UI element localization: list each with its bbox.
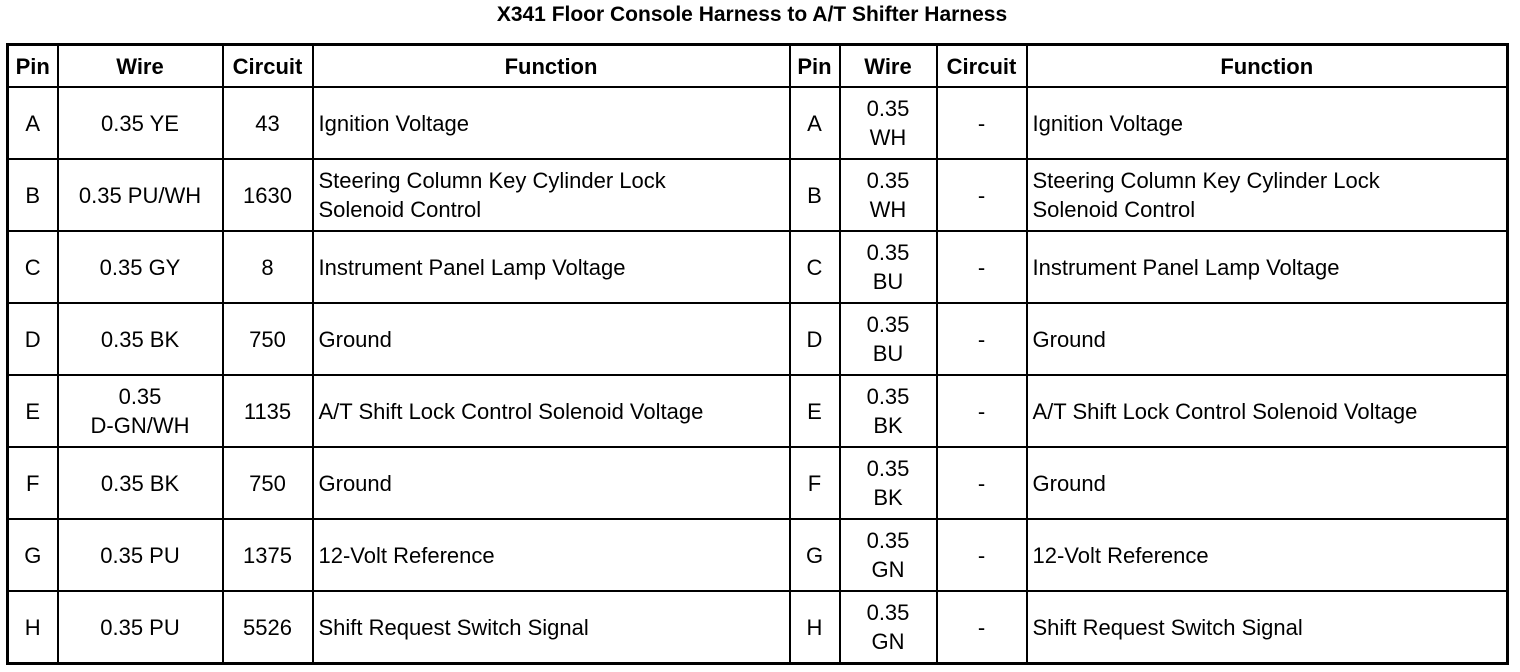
right-circuit: -: [937, 447, 1027, 519]
right-wire: 0.35 WH: [840, 159, 937, 231]
right-pin: A: [790, 87, 840, 159]
page-title: X341 Floor Console Harness to A/T Shifter Harness: [496, 3, 1008, 26]
header-right-function: Function: [1027, 45, 1508, 88]
left-pin: G: [8, 519, 58, 591]
right-wire: 0.35 WH: [840, 87, 937, 159]
left-wire: 0.35 D-GN/WH: [58, 375, 223, 447]
right-function: Ground: [1027, 447, 1508, 519]
left-wire: 0.35 GY: [58, 231, 223, 303]
table-row: [8, 519, 1508, 591]
left-wire: 0.35 PU: [58, 519, 223, 591]
right-pin: B: [790, 159, 840, 231]
header-left-pin: Pin: [8, 45, 58, 88]
table-row: [8, 231, 1508, 303]
left-circuit: 43: [223, 87, 313, 159]
left-wire: 0.35 PU: [58, 591, 223, 664]
left-circuit: 750: [223, 447, 313, 519]
left-pin: F: [8, 447, 58, 519]
right-circuit: -: [937, 231, 1027, 303]
right-function: A/T Shift Lock Control Solenoid Voltage: [1027, 375, 1508, 447]
right-circuit: -: [937, 591, 1027, 664]
right-circuit: -: [937, 303, 1027, 375]
header-right-circuit: Circuit: [937, 45, 1027, 88]
left-function: Instrument Panel Lamp Voltage: [313, 231, 790, 303]
right-pin: D: [790, 303, 840, 375]
right-wire: 0.35 BU: [840, 303, 937, 375]
left-circuit: 5526: [223, 591, 313, 664]
right-wire: 0.35 GN: [840, 519, 937, 591]
header-right-pin: Pin: [790, 45, 840, 88]
left-pin: C: [8, 231, 58, 303]
left-function: Steering Column Key Cylinder Lock Solenoid Control: [313, 159, 790, 231]
right-wire: 0.35 BK: [840, 375, 937, 447]
left-function: A/T Shift Lock Control Solenoid Voltage: [313, 375, 790, 447]
left-pin: D: [8, 303, 58, 375]
left-circuit: 1630: [223, 159, 313, 231]
left-circuit: 1375: [223, 519, 313, 591]
right-circuit: -: [937, 519, 1027, 591]
left-function: 12-Volt Reference: [313, 519, 790, 591]
right-pin: F: [790, 447, 840, 519]
left-function: Ground: [313, 447, 790, 519]
left-pin: H: [8, 591, 58, 664]
left-wire: 0.35 BK: [58, 303, 223, 375]
left-function: Shift Request Switch Signal: [313, 591, 790, 664]
left-wire: 0.35 PU/WH: [58, 159, 223, 231]
header-left-circuit: Circuit: [223, 45, 313, 88]
table-row: [8, 87, 1508, 159]
table-row: [8, 591, 1508, 664]
header-right-wire: Wire: [840, 45, 937, 88]
right-function: Shift Request Switch Signal: [1027, 591, 1508, 664]
header-left-function: Function: [313, 45, 790, 88]
left-pin: E: [8, 375, 58, 447]
right-wire: 0.35 BU: [840, 231, 937, 303]
table-row: [8, 375, 1508, 447]
left-circuit: 750: [223, 303, 313, 375]
right-pin: C: [790, 231, 840, 303]
right-wire: 0.35 GN: [840, 591, 937, 664]
right-function: Instrument Panel Lamp Voltage: [1027, 231, 1508, 303]
right-circuit: -: [937, 159, 1027, 231]
left-pin: B: [8, 159, 58, 231]
table-row: [8, 447, 1508, 519]
left-circuit: 8: [223, 231, 313, 303]
right-function: Ignition Voltage: [1027, 87, 1508, 159]
header-row: [8, 45, 1508, 88]
left-wire: 0.35 BK: [58, 447, 223, 519]
left-function: Ground: [313, 303, 790, 375]
table-row: [8, 159, 1508, 231]
left-circuit: 1135: [223, 375, 313, 447]
right-circuit: -: [937, 375, 1027, 447]
left-pin: A: [8, 87, 58, 159]
left-wire: 0.35 YE: [58, 87, 223, 159]
right-function: 12-Volt Reference: [1027, 519, 1508, 591]
right-wire: 0.35 BK: [840, 447, 937, 519]
table-row: [8, 303, 1508, 375]
right-function: Ground: [1027, 303, 1508, 375]
connector-pinout-table: [6, 43, 1509, 665]
right-circuit: -: [937, 87, 1027, 159]
right-pin: G: [790, 519, 840, 591]
right-function: Steering Column Key Cylinder Lock Solenoid Control: [1027, 159, 1508, 231]
left-function: Ignition Voltage: [313, 87, 790, 159]
right-pin: H: [790, 591, 840, 664]
right-pin: E: [790, 375, 840, 447]
header-left-wire: Wire: [58, 45, 223, 88]
